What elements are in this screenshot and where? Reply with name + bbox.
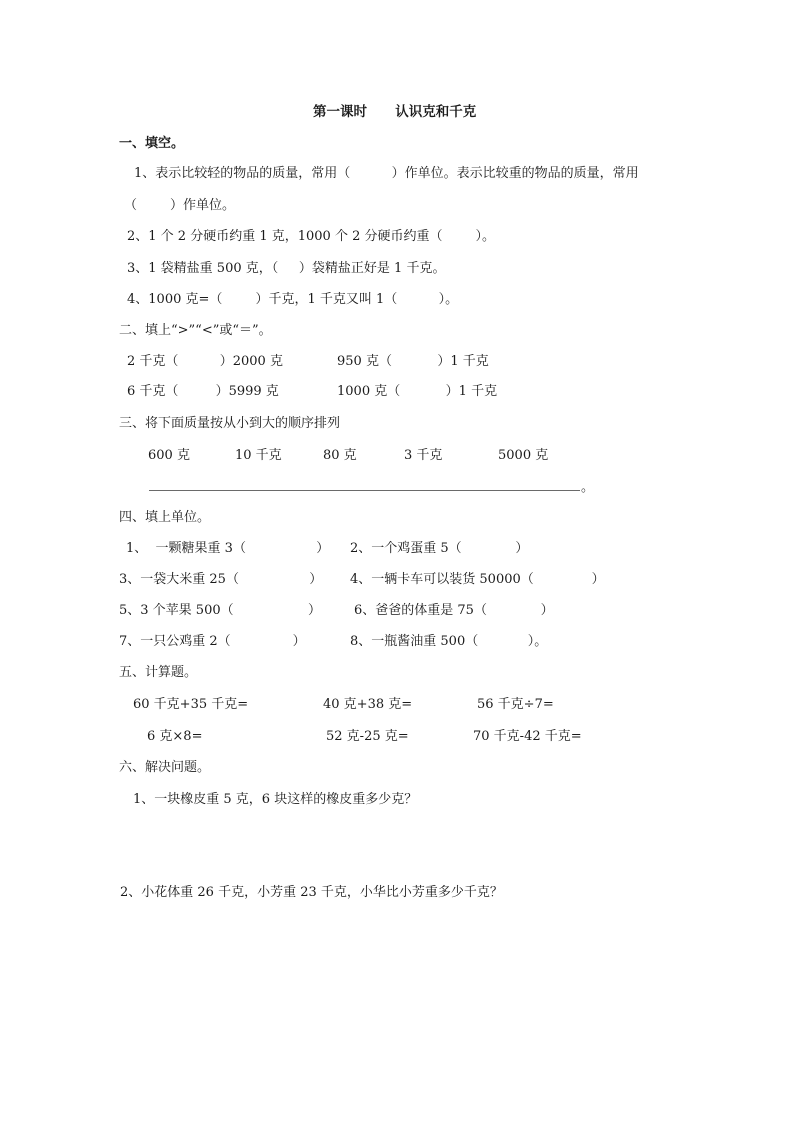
calc-1: 60 千克+35 千克= [133, 697, 249, 712]
compare-row-2-right: 1000 克（ ）1 千克 [337, 384, 498, 399]
calc-4: 6 克×8= [147, 729, 203, 744]
calc-2: 40 克+38 克= [323, 697, 413, 712]
section-5-heading: 五、计算题。 [119, 665, 198, 680]
unit-q3: 3、一袋大米重 25（ ） [119, 572, 323, 587]
calc-6: 70 千克-42 千克= [473, 729, 582, 744]
word-problem-1: 1、一块橡皮重 5 克，6 块这样的橡皮重多少克？ [133, 792, 418, 807]
answer-line-period: 。 [581, 480, 595, 495]
section-4-heading: 四、填上单位。 [119, 510, 211, 525]
order-value-1: 600 克 [148, 448, 190, 463]
fill-blank-q4: 4、1000 克=（ ）千克，1 千克又叫 1（ ）。 [127, 292, 459, 307]
unit-q1: 1、 一颗糖果重 3（ ） [126, 541, 330, 556]
order-value-4: 3 千克 [404, 448, 443, 463]
unit-q5: 5、3 个苹果 500（ ） [119, 603, 322, 618]
compare-row-1-right: 950 克（ ）1 千克 [337, 354, 489, 369]
fill-blank-q2: 2、1 个 2 分硬币约重 1 克，1000 个 2 分硬币约重（ ）。 [127, 229, 496, 244]
section-6-heading: 六、解决问题。 [119, 760, 211, 775]
unit-q6: 6、爸爸的体重是 75（ ） [354, 603, 554, 618]
order-value-3: 80 克 [323, 448, 357, 463]
compare-row-2-left: 6 千克（ ）5999 克 [127, 384, 279, 399]
answer-line [149, 490, 580, 491]
unit-q8: 8、一瓶酱油重 500（ ）。 [350, 634, 548, 649]
unit-q7: 7、一只公鸡重 2（ ） [119, 634, 306, 649]
section-3-heading: 三、将下面质量按从小到大的顺序排列 [119, 416, 341, 431]
fill-blank-q3: 3、1 袋精盐重 500 克，（ ）袋精盐正好是 1 千克。 [127, 261, 446, 276]
word-problem-2: 2、小花体重 26 千克，小芳重 23 千克，小华比小芳重多少千克？ [120, 885, 503, 900]
compare-row-1-left: 2 千克（ ）2000 克 [127, 354, 283, 369]
fill-blank-q1-line2: （ ）作单位。 [124, 198, 236, 213]
calc-3: 56 千克÷7= [477, 697, 554, 712]
section-2-heading: 二、填上“>”“<”或“＝”。 [119, 323, 272, 338]
page-title: 第一课时 认识克和千克 [313, 104, 477, 120]
unit-q2: 2、一个鸡蛋重 5（ ） [350, 541, 529, 556]
unit-q4: 4、一辆卡车可以装货 50000（ ） [350, 572, 605, 587]
order-value-5: 5000 克 [498, 448, 549, 463]
section-1-heading: 一、填空。 [119, 136, 185, 151]
fill-blank-q1-line1: 1、表示比较轻的物品的质量，常用（ ）作单位。表示比较重的物品的质量，常用 [134, 166, 639, 181]
calc-5: 52 克-25 克= [326, 729, 409, 744]
order-value-2: 10 千克 [235, 448, 282, 463]
